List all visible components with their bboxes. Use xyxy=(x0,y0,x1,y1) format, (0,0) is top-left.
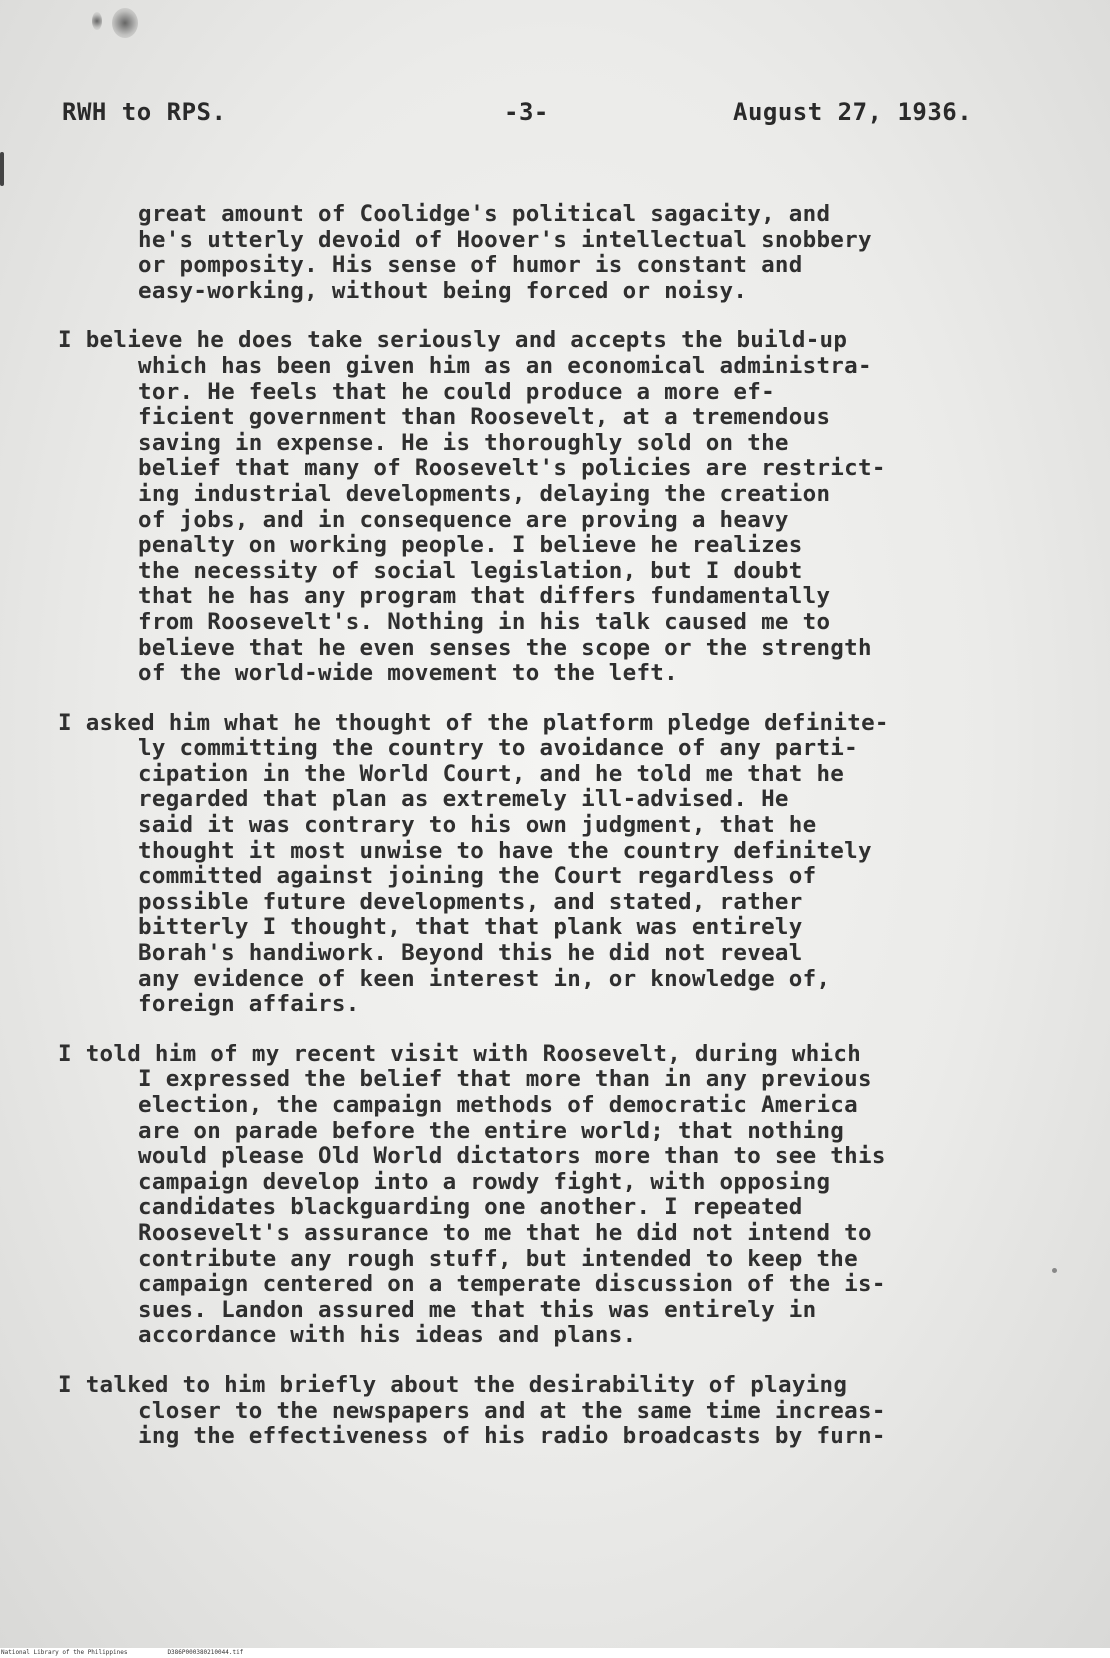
ink-smudge xyxy=(92,12,102,30)
paragraph-continuation: great amount of Coolidge's political sagacity, and he's utterly devoid of Hoover's intellectual snobbery or pomposity. His sense of humor is constant and easy-working, without being forced or noisy. xyxy=(138,201,872,304)
scan-footer xyxy=(0,1648,1110,1658)
letter-body xyxy=(58,202,1018,1474)
footer-file-id: D386P000380210044.tif xyxy=(167,1649,244,1656)
edge-mark xyxy=(0,152,4,186)
paragraph: I talked to him briefly about the desirability of playing closer to the newspapers and at the same time increas- ing the effectiveness of his radio broadcasts by furn- xyxy=(58,1371,886,1450)
paragraph: I asked him what he thought of the platform pledge definite- ly committing the country to avoidance of any parti- cipation in the World Court, and he told me that he regarded that plan as extremely ill-advised. He said it was contrary to his own judgment, that he thought it most unwise to have the country definitely committed against joining the Court regardless of possible future developments, and stated, rather bitterly I thought, that that plank was entirely Borah's handiwork. Beyond this he did not reveal any evidence of keen interest in, or knowledge of, foreign affairs. xyxy=(58,709,889,1018)
letter-date: August 27, 1936. xyxy=(733,98,973,126)
letter-header xyxy=(0,98,1110,138)
paragraph: I told him of my recent visit with Roosevelt, during which I expressed the belief that more than in any previous election, the campaign methods of democratic America are on parade before the entire world; that nothing would please Old World dictators more than to see this campaign develop into a rowdy fight, with opposing candidates blackguarding one another. I repeated Roosevelt's assurance to me that he did not intend to contribute any rough stuff, but intended to keep the campaign centered on a temperate discussion of the is- sues. Landon assured me that this was entirely in accordance with his ideas and plans. xyxy=(58,1040,886,1349)
header-recipient: RWH to RPS. xyxy=(62,98,227,126)
page-number: -3- xyxy=(504,98,549,126)
footer-source: National Library of the Philippines xyxy=(1,1649,128,1656)
paragraph: I believe he does take seriously and accepts the build-up which has been given him as an economical administra- tor. He feels that he could produce a more ef- ficient government than Roosevelt, at a tremendous saving in expense. He is thoroughly sold on the belief that many of Roosevelt's policies are restrict- ing industrial developments, delaying the creation of jobs, and in consequence are proving a heavy penalty on working people. I believe he realizes the necessity of social legislation, but I doubt that he has any program that differs fundamentally from Roosevelt's. Nothing in his talk caused me to believe that he even senses the scope or the strength of the world-wide movement to the left. xyxy=(58,327,886,687)
paper-speck xyxy=(1052,1268,1057,1273)
ink-smudge xyxy=(112,8,138,38)
